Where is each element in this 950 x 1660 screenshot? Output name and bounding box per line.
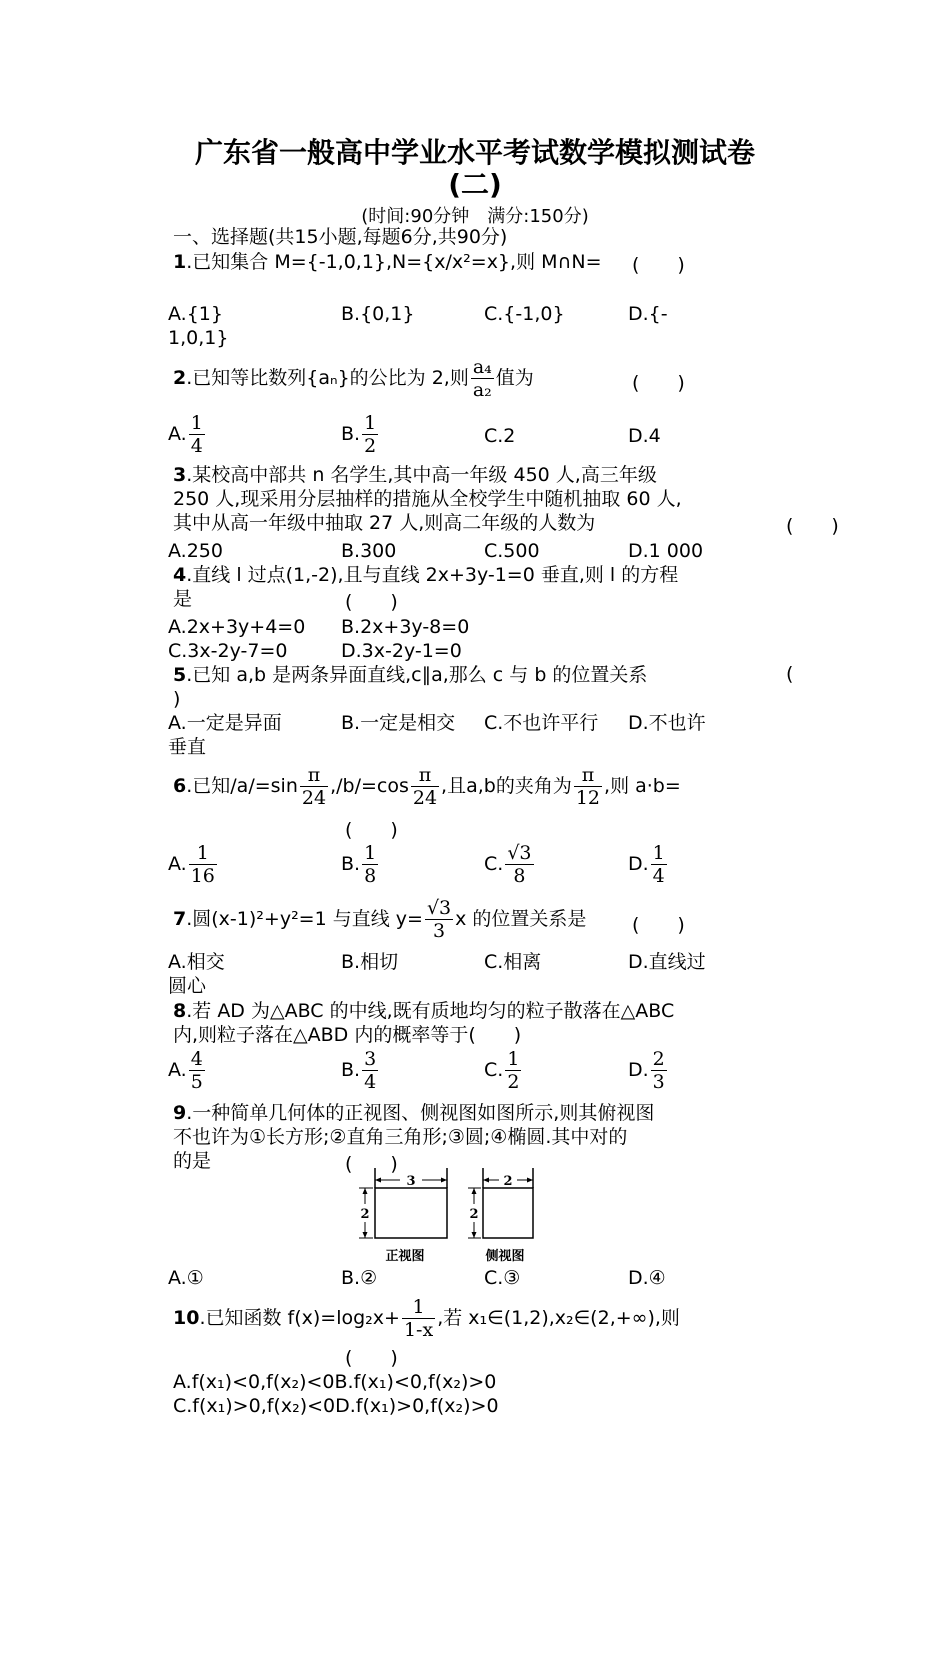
q9-answer-bracket[interactable]: ( ) <box>345 1153 398 1175</box>
q9-option-a[interactable]: A.① <box>168 1267 204 1289</box>
q6-option-c[interactable]: C. $\frac{√3}{8}$ <box>484 842 532 887</box>
side-height-label: 2 <box>469 1207 479 1222</box>
title-line1: 广东省一般高中学业水平考试数学模拟测试卷 <box>194 136 755 169</box>
q5-bracket-close: ) <box>173 688 181 710</box>
q1-option-b[interactable]: B.{0,1} <box>341 303 415 325</box>
front-width-label: 3 <box>406 1174 416 1189</box>
q1-option-d[interactable]: D.{- <box>628 303 668 325</box>
q4-line2: 是 <box>173 588 193 610</box>
q5-option-d[interactable]: D.不也许 <box>628 712 706 734</box>
side-view <box>468 1168 533 1264</box>
q1-option-c[interactable]: C.{-1,0} <box>484 303 565 325</box>
q2-option-a[interactable]: A. $\frac{1}{4}$ <box>168 412 203 457</box>
q4-option-d[interactable]: D.3x-2y-1=0 <box>341 640 462 662</box>
q9-three-view-figure <box>355 1168 555 1266</box>
side-view-label: 侧视图 <box>485 1249 525 1264</box>
front-view <box>359 1168 447 1264</box>
q5-bracket-open[interactable]: ( <box>786 663 794 685</box>
q9-line1: 9.一种简单几何体的正视图、侧视图如图所示,则其俯视图 <box>173 1102 655 1124</box>
q2-fraction: $\frac{\text{a₄}}{\text{a₂}}$ <box>472 356 492 401</box>
q2-answer-bracket[interactable]: ( ) <box>632 372 685 394</box>
q1-option-a[interactable]: A.{1} <box>168 303 223 325</box>
q7-option-d-cont: 圆心 <box>168 975 207 997</box>
q7-option-c[interactable]: C.相离 <box>484 951 542 973</box>
q9-option-c[interactable]: C.③ <box>484 1267 521 1289</box>
q10-options-ab[interactable]: A.f(x₁)<0,f(x₂)<0B.f(x₁)<0,f(x₂)>0 <box>173 1371 497 1393</box>
q3-line3: 其中从高一年级中抽取 27 人,则高二年级的人数为 <box>173 512 596 534</box>
q2-option-d[interactable]: D.4 <box>628 425 661 447</box>
q8-line2: 内,则粒子落在△ABD 内的概率等于( ) <box>173 1024 522 1046</box>
q7-option-d[interactable]: D.直线过 <box>628 951 706 973</box>
q2-option-b[interactable]: B. $\frac{1}{2}$ <box>341 412 377 457</box>
q3-line2: 250 人,现采用分层抽样的措施从全校学生中随机抽取 60 人, <box>173 488 682 510</box>
q6-option-b[interactable]: B. $\frac{1}{8}$ <box>341 842 377 887</box>
q2-stem: 2.已知等比数列{aₙ}的公比为 2,则 $\frac{\text{a₄}}{\text{a₂}}$ 值为 <box>173 356 534 401</box>
q9-line2: 不也许为①长方形;②直角三角形;③圆;④椭圆.其中对的 <box>173 1126 628 1148</box>
q3-line1: 3.某校高中部共 n 名学生,其中高一年级 450 人,高三年级 <box>173 464 657 486</box>
q6-stem: 6.已知/a/=sin $\frac{\pi}{24}$ ,/b/=cos $\frac{\pi}{24}$ ,且a,b的夹角为 $\frac{\pi}{12}$ ,则 a·b= <box>173 764 681 809</box>
q4-option-c[interactable]: C.3x-2y-7=0 <box>168 640 288 662</box>
q6-answer-bracket[interactable]: ( ) <box>345 819 398 841</box>
q3-option-c[interactable]: C.500 <box>484 540 540 562</box>
q1-option-d-cont: 1,0,1} <box>168 327 229 349</box>
q5-line1: 5.已知 a,b 是两条异面直线,c∥a,那么 c 与 b 的位置关系 <box>173 664 648 686</box>
q9-line3: 的是 <box>173 1150 212 1172</box>
side-width-label: 2 <box>503 1174 513 1189</box>
front-height-label: 2 <box>360 1207 370 1222</box>
q4-line1: 4.直线 l 过点(1,-2),且与直线 2x+3y-1=0 垂直,则 l 的方程 <box>173 564 679 586</box>
q4-option-b[interactable]: B.2x+3y-8=0 <box>341 616 470 638</box>
q7-answer-bracket[interactable]: ( ) <box>632 914 685 936</box>
q4-answer-bracket[interactable]: ( ) <box>345 591 398 613</box>
q10-options-cd[interactable]: C.f(x₁)>0,f(x₂)<0D.f(x₁)>0,f(x₂)>0 <box>173 1395 499 1417</box>
q8-option-b[interactable]: B. $\frac{3}{4}$ <box>341 1048 377 1093</box>
section-heading: 一、选择题(共15小题,每题6分,共90分) <box>173 226 508 248</box>
q8-option-d[interactable]: D. $\frac{2}{3}$ <box>628 1048 665 1093</box>
q5-option-d-cont: 垂直 <box>168 736 207 758</box>
q7-option-b[interactable]: B.相切 <box>341 951 399 973</box>
q9-option-b[interactable]: B.② <box>341 1267 378 1289</box>
front-view-label: 正视图 <box>385 1249 425 1264</box>
title-line2: (二) <box>448 168 502 201</box>
q7-stem: 7.圆(x-1)²+y²=1 与直线 y= $\frac{√3}{3}$ x 的位置关系是 <box>173 897 587 942</box>
q10-answer-bracket[interactable]: ( ) <box>345 1347 398 1369</box>
q3-option-a[interactable]: A.250 <box>168 540 223 562</box>
q8-line1: 8.若 AD 为△ABC 的中线,既有质地均匀的粒子散落在△ABC <box>173 1000 675 1022</box>
q5-option-c[interactable]: C.不也许平行 <box>484 712 599 734</box>
q5-option-b[interactable]: B.一定是相交 <box>341 712 456 734</box>
q4-option-a[interactable]: A.2x+3y+4=0 <box>168 616 306 638</box>
q1-answer-bracket[interactable]: ( ) <box>632 254 685 276</box>
q6-option-d[interactable]: D. $\frac{1}{4}$ <box>628 842 665 887</box>
q3-option-d[interactable]: D.1 000 <box>628 540 704 562</box>
q6-option-a[interactable]: A. $\frac{1}{16}$ <box>168 842 215 887</box>
exam-info: (时间:90分钟 满分:150分) <box>361 206 589 227</box>
q5-option-a[interactable]: A.一定是异面 <box>168 712 282 734</box>
q1-stem: 1.已知集合 M={-1,0,1},N={x/x²=x},则 M∩N= <box>173 251 602 273</box>
q2-option-c[interactable]: C.2 <box>484 425 516 447</box>
q10-stem: 10.已知函数 f(x)=log₂x+ $\frac{1}{1-x}$ ,若 x₁∈(1,2),x₂∈(2,+∞),则 <box>173 1296 680 1341</box>
q8-option-c[interactable]: C. $\frac{1}{2}$ <box>484 1048 520 1093</box>
q8-option-a[interactable]: A. $\frac{4}{5}$ <box>168 1048 203 1093</box>
q9-option-d[interactable]: D.④ <box>628 1267 666 1289</box>
q3-option-b[interactable]: B.300 <box>341 540 397 562</box>
q3-answer-bracket[interactable]: ( ) <box>786 515 839 537</box>
q7-option-a[interactable]: A.相交 <box>168 951 225 973</box>
